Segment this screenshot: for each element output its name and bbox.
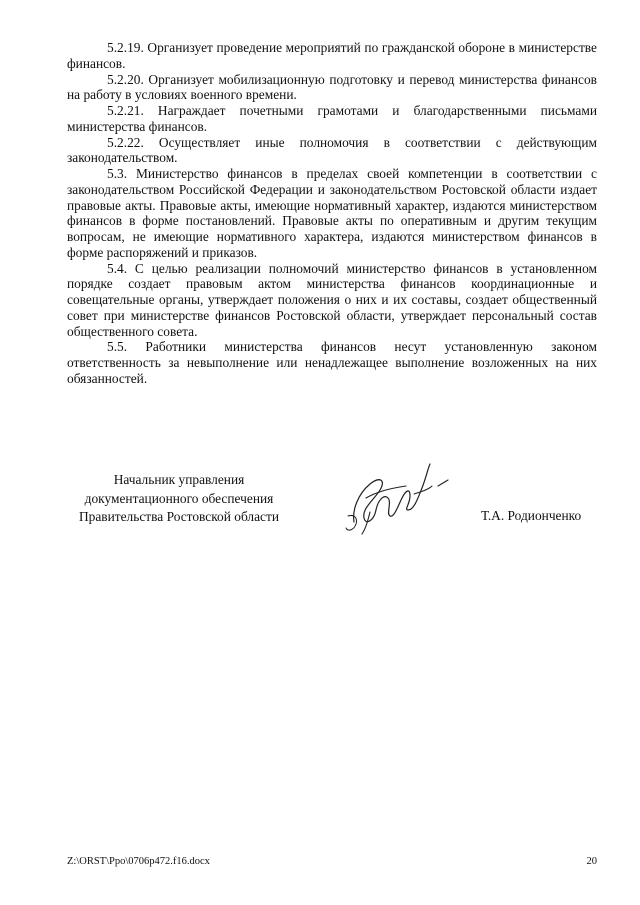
- signer-name: Т.А. Родионченко: [481, 508, 582, 523]
- paragraph-5-4: 5.4. С целью реализации полномочий министерство финансов в установленном порядке создает правовым актом министерства финансов координационные и совещательные органы, утверждает положения о них и их составы, создает общественный совет при министерстве финансов Ростовской области, утверждает персональный состав общественного совета.: [67, 260, 597, 339]
- paragraph-5-2-21: 5.2.21. Награждает почетными грамотами и благодарственными письмами министерства финансов.: [67, 103, 597, 134]
- paragraph-5-5: 5.5. Работники министерства финансов несут установленную законом ответственность за невыполнение или ненадлежащее выполнение возложенных на них обязанностей.: [67, 339, 597, 386]
- position-line-2: документационного обеспечения: [84, 490, 274, 506]
- paragraph-5-2-20: 5.2.20. Организует мобилизационную подготовку и перевод министерства финансов на работу в условиях военного времени.: [67, 71, 597, 103]
- signatory-position: [58, 471, 300, 527]
- paragraph-5-3: 5.3. Министерство финансов в пределах своей компетенции в соответствии с законодательством Российской Федерации и законодательством Ростовской области издает правовые акты. Правовые акты, имеющие нормативный характер, издаются министерством финансов в форме постановлений. Правовые акты по оперативным и другим текущим вопросам, не имеющие нормативного характера, издаются министерством финансов в форме распоряжений и приказов.: [67, 166, 597, 260]
- footer-file-path: Z:\ORST\Ppo\0706p472.f16.docx: [67, 856, 210, 867]
- position-line-3: Правительства Ростовской области: [78, 509, 280, 524]
- position-line-1: Начальник управления: [113, 472, 245, 487]
- document-body: [67, 40, 597, 387]
- paragraph-5-2-22: 5.2.22. Осуществляет иные полномочия в соответствии с действующим законодательством.: [67, 134, 597, 166]
- paragraph-5-2-19: 5.2.19. Организует проведение мероприятий по гражданской обороне в министерстве финансов.: [67, 40, 597, 71]
- page-number: 20: [586, 856, 597, 867]
- handwritten-signature: [340, 458, 460, 540]
